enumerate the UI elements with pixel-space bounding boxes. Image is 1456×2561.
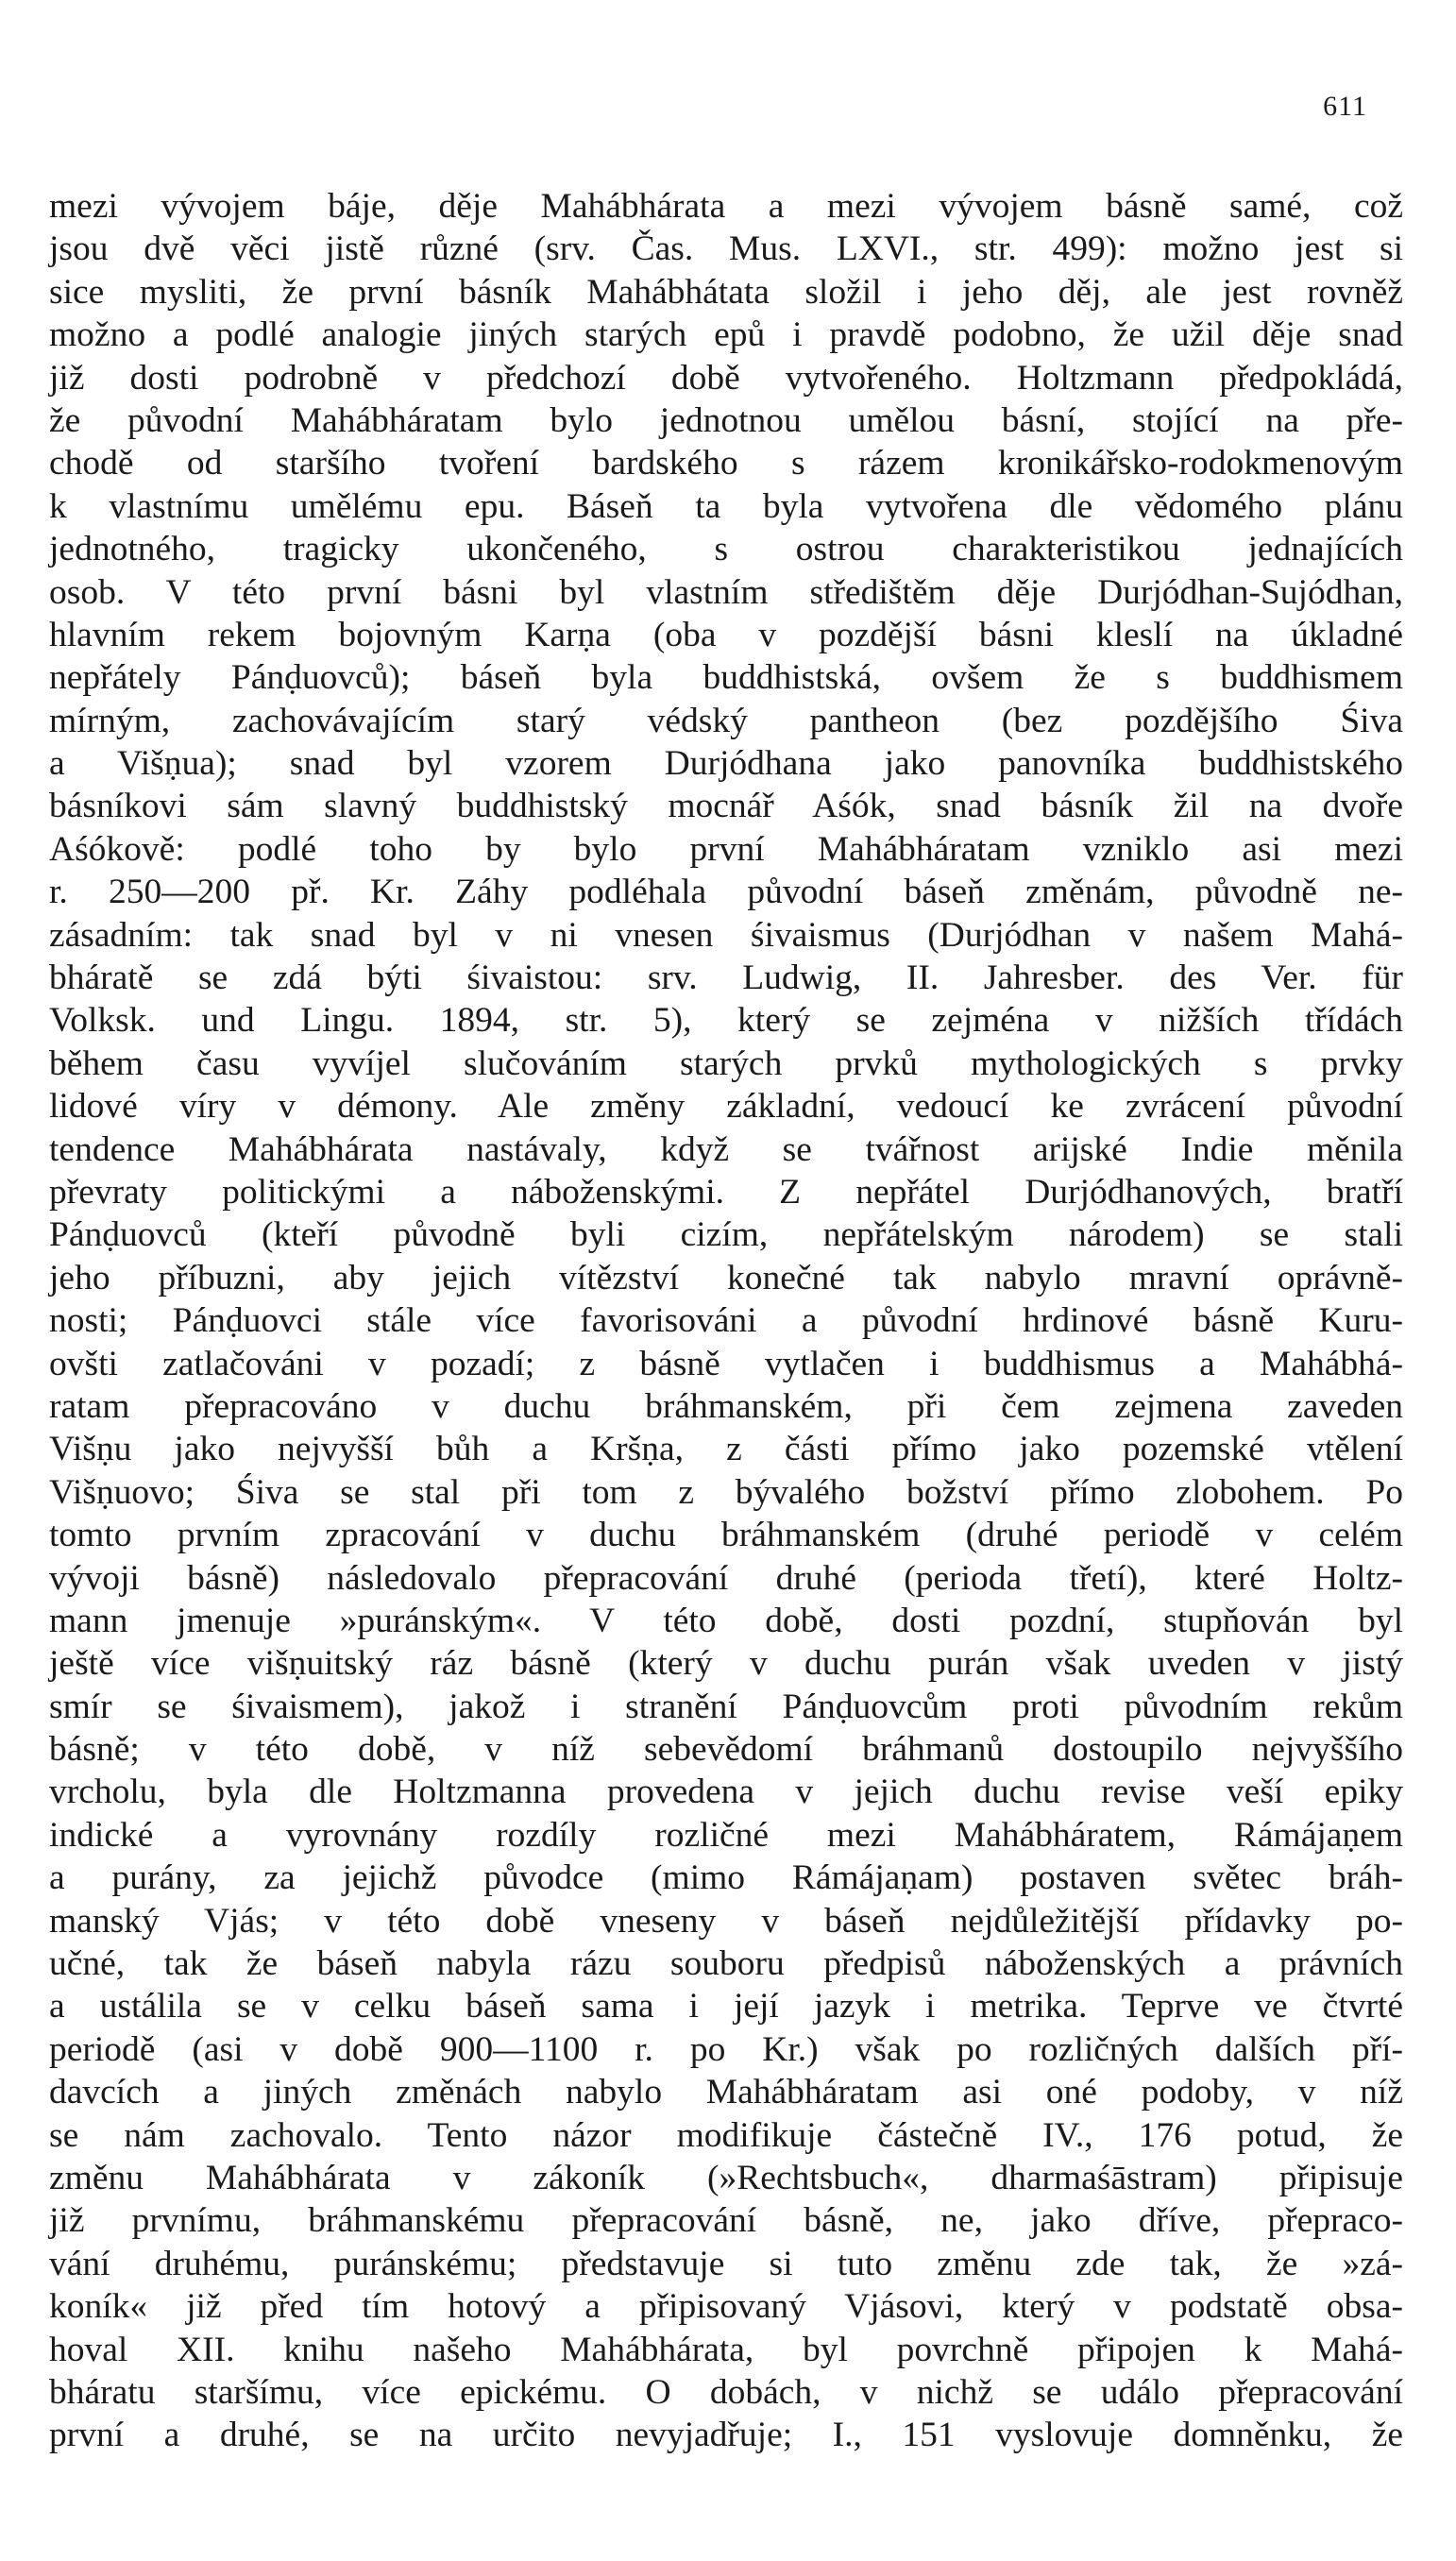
- text-line: jsou dvě věci jistě různé (srv. Čas. Mus. LXVI., str. 499): možno jest si: [49, 229, 1403, 269]
- text-line: ratam přepracováno v duchu bráhmanském, při čem zejmena zaveden: [49, 1386, 1403, 1426]
- text-line: vývoji básně) následovalo přepracování druhé (perioda třetí), které Holtz-: [49, 1558, 1403, 1598]
- text-line: osob. V této první básni byl vlastním středištěm děje Durjódhan-Sujódhan,: [49, 572, 1403, 612]
- text-line: možno a podlé analogie jiných starých epů i pravdě podobno, že užil děje snad: [49, 315, 1403, 355]
- text-line: hoval XII. knihu našeho Mahábhárata, byl povrchně připojen k Mahá-: [49, 2330, 1403, 2369]
- text-line: davcích a jiných změnách nabylo Mahábháratam asi oné podoby, v níž: [49, 2073, 1403, 2112]
- text-line: během času vyvíjel slučováním starých prvků mythologických s prvky: [49, 1043, 1403, 1083]
- text-line: chodě od staršího tvoření bardského s rázem kronikářsko-rodokmenovým: [49, 444, 1403, 483]
- text-line: Višṇuovo; Śiva se stal při tom z bývalého božství přímo zlobohem. Po: [49, 1472, 1403, 1512]
- text-line: koník« již před tím hotový a připisovaný Vjásovi, který v podstatě obsa-: [49, 2287, 1403, 2327]
- text-line: změnu Mahábhárata v zákoník (»Rechtsbuch«, dharmaśāstram) připisuje: [49, 2158, 1403, 2197]
- text-line: básníkovi sám slavný buddhistský mocnář Aśók, snad básník žil na dvoře: [49, 787, 1403, 826]
- text-line: Aśókově: podlé toho by bylo první Mahábháratam vzniklo asi mezi: [49, 829, 1403, 869]
- text-line: již prvnímu, bráhmanskému přepracování básně, ne, jako dříve, přepraco-: [49, 2201, 1403, 2241]
- text-line: lidové víry v démony. Ale změny základní, vedoucí ke zvrácení původní: [49, 1087, 1403, 1127]
- text-line: bháratu staršímu, více epickému. O dobách, v nichž se událo přepracování: [49, 2372, 1403, 2412]
- text-line: jednotného, tragicky ukončeného, s ostrou charakteristikou jednajících: [49, 530, 1403, 569]
- text-line: se nám zachovalo. Tento názor modifikuje částečně IV., 176 potud, že: [49, 2115, 1403, 2155]
- text-line: ještě více višṇuitský ráz básně (který v duchu purán však uveden v jistý: [49, 1644, 1403, 1684]
- text-line: Pánḍuovců (kteří původně byli cizím, nepřátelským národem) se stali: [49, 1215, 1403, 1255]
- text-line: tomto prvním zpracování v duchu bráhmanském (druhé periodě v celém: [49, 1516, 1403, 1555]
- text-line: sice mysliti, že první básník Mahábhátata složil i jeho děj, ale jest rovněž: [49, 272, 1403, 312]
- text-line: periodě (asi v době 900—1100 r. po Kr.) však po rozličných dalších pří-: [49, 2029, 1403, 2069]
- text-line: již dosti podrobně v předchozí době vytvořeného. Holtzmann předpokládá,: [49, 358, 1403, 398]
- text-line: manský Vjás; v této době vneseny v báseň nejdůležitější přídavky po-: [49, 1901, 1403, 1941]
- text-line: vrcholu, byla dle Holtzmanna provedena v jejich duchu revise veší epiky: [49, 1772, 1403, 1812]
- text-line: básně; v této době, v níž sebevědomí bráhmanů dostoupilo nejvyššího: [49, 1730, 1403, 1770]
- text-line: tendence Mahábhárata nastávaly, když se tvářnost arijské Indie měnila: [49, 1129, 1403, 1169]
- text-line: mezi vývojem báje, děje Mahábhárata a mezi vývojem básně samé, což: [49, 187, 1403, 226]
- text-line: mírným, zachovávajícím starý védský pantheon (bez pozdějšího Śiva: [49, 701, 1403, 740]
- text-line: nosti; Pánḍuovci stále více favorisováni a původní hrdinové básně Kuru-: [49, 1301, 1403, 1341]
- text-line: Višṇu jako nejvyšší bůh a Kršṇa, z části přímo jako pozemské vtělení: [49, 1430, 1403, 1469]
- text-line: zásadním: tak snad byl v ni vnesen śivaismus (Durjódhan v našem Mahá-: [49, 915, 1403, 955]
- page-number: 611: [1323, 91, 1367, 122]
- text-line: vání druhému, puránskému; představuje si tuto změnu zde tak, že »zá-: [49, 2244, 1403, 2283]
- text-line: jeho příbuzni, aby jejich vítězství konečné tak nabylo mravní oprávně-: [49, 1258, 1403, 1297]
- text-line: hlavním rekem bojovným Karṇa (oba v pozdější básni kleslí na úkladné: [49, 615, 1403, 654]
- text-line: smír se śivaismem), jakož i stranění Pánḍuovcům proti původním rekům: [49, 1687, 1403, 1726]
- body-text: [49, 185, 1403, 2457]
- text-line: a Višṇua); snad byl vzorem Durjódhana jako panovníka buddhistského: [49, 744, 1403, 784]
- text-line: a ustálila se v celku báseň sama i její jazyk i metrika. Teprve ve čtvrté: [49, 1987, 1403, 2027]
- text-line: Volksk. und Lingu. 1894, str. 5), který se zejména v nižších třídách: [49, 1001, 1403, 1041]
- text-line: mann jmenuje »puránským«. V této době, dosti pozdní, stupňován byl: [49, 1601, 1403, 1640]
- text-line: učné, tak že báseň nabyla rázu souboru předpisů náboženských a právních: [49, 1944, 1403, 1984]
- text-line: a purány, za jejichž původce (mimo Rámájaṇam) postaven světec bráh-: [49, 1858, 1403, 1898]
- text-line: bháratě se zdá býti śivaistou: srv. Ludwig, II. Jahresber. des Ver. für: [49, 958, 1403, 998]
- text-line: k vlastnímu umělému epu. Báseň ta byla vytvořena dle vědomého plánu: [49, 486, 1403, 526]
- text-line: indické a vyrovnány rozdíly rozličné mezi Mahábháratem, Rámájaṇem: [49, 1815, 1403, 1855]
- text-line: ovšti zatlačováni v pozadí; z básně vytlačen i buddhismus a Mahábhá-: [49, 1344, 1403, 1383]
- text-line: první a druhé, se na určito nevyjadřuje; I., 151 vyslovuje domněnku, že: [49, 2416, 1403, 2455]
- text-line: r. 250—200 př. Kr. Záhy podléhala původní báseň změnám, původně ne-: [49, 873, 1403, 912]
- text-line: převraty politickými a náboženskými. Z nepřátel Durjódhanových, bratří: [49, 1172, 1403, 1212]
- text-line: nepřátely Pánḍuovců); báseň byla buddhistská, ovšem že s buddhismem: [49, 658, 1403, 698]
- text-line: že původní Mahábháratam bylo jednotnou umělou básní, stojící na pře-: [49, 400, 1403, 440]
